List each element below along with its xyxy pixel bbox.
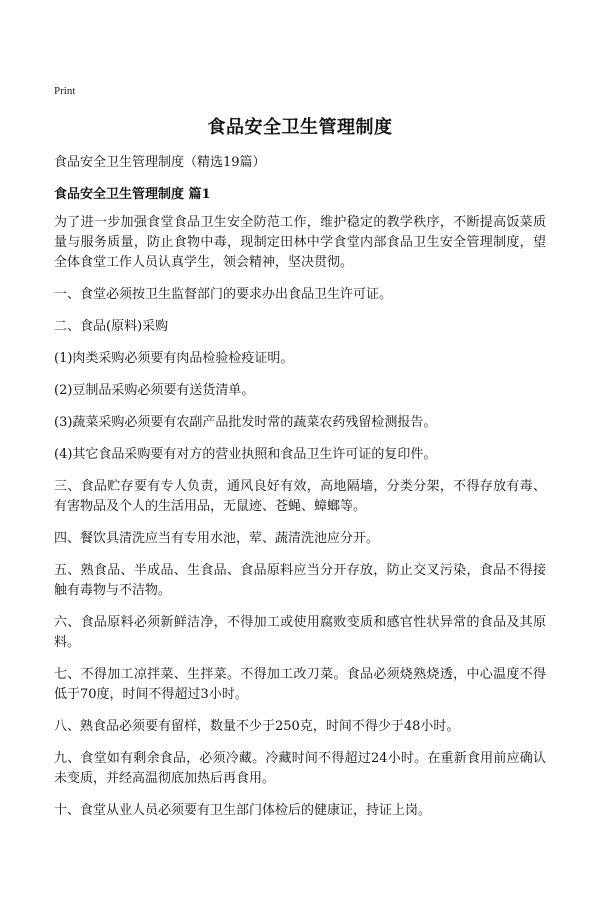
rule-10: 十、食堂从业人员必须要有卫生部门体检后的健康证，持证上岗。 bbox=[54, 803, 432, 818]
rule-7: 七、不得加工凉拌菜、生拌菜。不得加工改刀菜。食品必须烧熟烧透，中心温度不得低于70度，时间不得超过3小时。 bbox=[54, 667, 546, 702]
rule-2-item-4: (4)其它食品采购要有对方的营业执照和食品卫生许可证的复印件。 bbox=[54, 447, 437, 462]
rule-2-item-2: (2)豆制品采购必须要有送货清单。 bbox=[54, 383, 255, 398]
rule-6: 六、食品原料必须新鲜洁净，不得加工或使用腐败变质和感官性状异常的食品及其原料。 bbox=[54, 615, 546, 650]
rule-5: 五、熟食品、半成品、生食品、食品原料应当分开存放，防止交叉污染，食品不得接触有毒物与不洁物。 bbox=[54, 563, 546, 598]
intro-paragraph: 为了进一步加强食堂食品卫生安全防范工作，维护稳定的教学秩序，不断提高饭菜质量与服务质量，防止食物中毒，现制定田林中学食堂内部食品卫生安全管理制度，望全体食堂工作人员认真学生，领会精神，坚决贯彻。 bbox=[54, 215, 546, 270]
document-body bbox=[54, 153, 546, 833]
rule-8: 八、熟食品必须要有留样，数量不少于250克，时间不得少于48小时。 bbox=[54, 719, 460, 734]
page-title: 食品安全卫生管理制度 bbox=[207, 117, 393, 138]
print-link[interactable]: Print bbox=[54, 85, 76, 97]
document-subtitle: 食品安全卫生管理制度（精选19篇） bbox=[54, 155, 266, 170]
rule-9: 九、食堂如有剩余食品，必须冷藏。冷藏时间不得超过24小时。在重新食用前应确认未变质，并经高温彻底加热后再食用。 bbox=[54, 751, 546, 786]
rule-2-item-3: (3)蔬菜采购必须要有农副产品批发时常的蔬菜农药残留检测报告。 bbox=[54, 415, 437, 430]
rule-2-item-1: (1)肉类采购必须要有肉品检验检疫证明。 bbox=[54, 351, 294, 366]
rule-4: 四、餐饮具清洗应当有专用水池，荤、蔬清洗池应分开。 bbox=[54, 531, 380, 546]
rule-2-heading: 二、食品(原料)采购 bbox=[54, 319, 169, 334]
section-heading: 食品安全卫生管理制度 篇1 bbox=[54, 187, 211, 202]
rule-3: 三、食品贮存要有专人负责，通风良好有效，高地隔墙，分类分架，不得存放有毒、有害物品及个人的生活用品，无鼠迹、苍蝇、蟑螂等。 bbox=[54, 479, 546, 514]
rule-1: 一、食堂必须按卫生监督部门的要求办出食品卫生许可证。 bbox=[54, 287, 393, 302]
